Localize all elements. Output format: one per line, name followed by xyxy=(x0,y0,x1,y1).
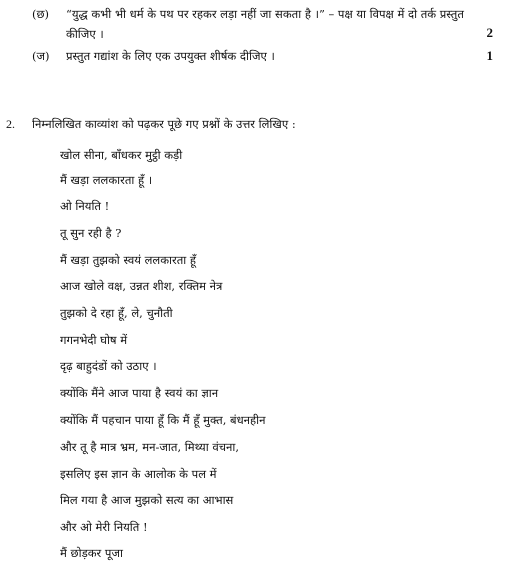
poem-line: क्योंकि मैंने आज पाया है स्वयं का ज्ञान xyxy=(60,386,219,400)
sub-question-ja xyxy=(32,48,472,66)
poem-line: मैं छोड़कर पूजा xyxy=(60,546,123,560)
question-number: 2. xyxy=(6,117,15,131)
poem-line: तू सुन रही है ? xyxy=(60,226,122,240)
poem-line: और ओ मेरी नियति ! xyxy=(60,520,148,534)
poem-line: ओ नियति ! xyxy=(60,199,110,213)
poem-line: खोल सीना, बाँधकर मुट्ठी कड़ी xyxy=(60,148,183,162)
marks-value: 2 xyxy=(486,25,493,40)
marks-value: 1 xyxy=(486,48,493,63)
poem-line: आज खोले वक्ष, उन्नत शीश, रक्तिम नेत्र xyxy=(60,279,223,293)
sub-question-label: (छ) xyxy=(32,7,50,21)
poem-line: दृढ़ बाहुदंडों को उठाए । xyxy=(60,359,157,373)
sub-question-text-line1: “युद्ध कभी भी धर्म के पथ पर रहकर लड़ा नहीं जा सकता है ।” – पक्ष या विपक्ष में दो तर्क प्रस्तुत xyxy=(66,7,464,21)
sub-question-text-line1: प्रस्तुत गद्यांश के लिए एक उपयुक्त शीर्षक दीजिए । xyxy=(66,49,275,63)
poem-line: क्योंकि मैं पहचान पाया हूँ कि मैं हूँ मुक्त, बंधनहीन xyxy=(60,413,266,427)
poem-line: तुझको दे रहा हूँ, ले, चुनौती xyxy=(60,306,173,320)
sub-question-chha xyxy=(32,6,502,40)
poem-line: इसलिए इस ज्ञान के आलोक के पल में xyxy=(60,467,217,481)
poem-line: मैं खड़ा ललकारता हूँ । xyxy=(60,173,153,187)
question-instruction: निम्नलिखित काव्यांश को पढ़कर पूछे गए प्रश्नों के उत्तर लिखिए : xyxy=(32,117,296,131)
poem-line: मिल गया है आज मुझको सत्य का आभास xyxy=(60,493,234,507)
poem-line: मैं खड़ा तुझको स्वयं ललकारता हूँ xyxy=(60,253,197,267)
poem-line: और तू है मात्र भ्रम, मन-जात, मिथ्या वंचना, xyxy=(60,440,240,454)
poem-line: गगनभेदी घोष में xyxy=(60,333,128,347)
sub-question-text-line2: कीजिए । xyxy=(66,27,104,41)
sub-question-label: (ज) xyxy=(32,49,50,63)
